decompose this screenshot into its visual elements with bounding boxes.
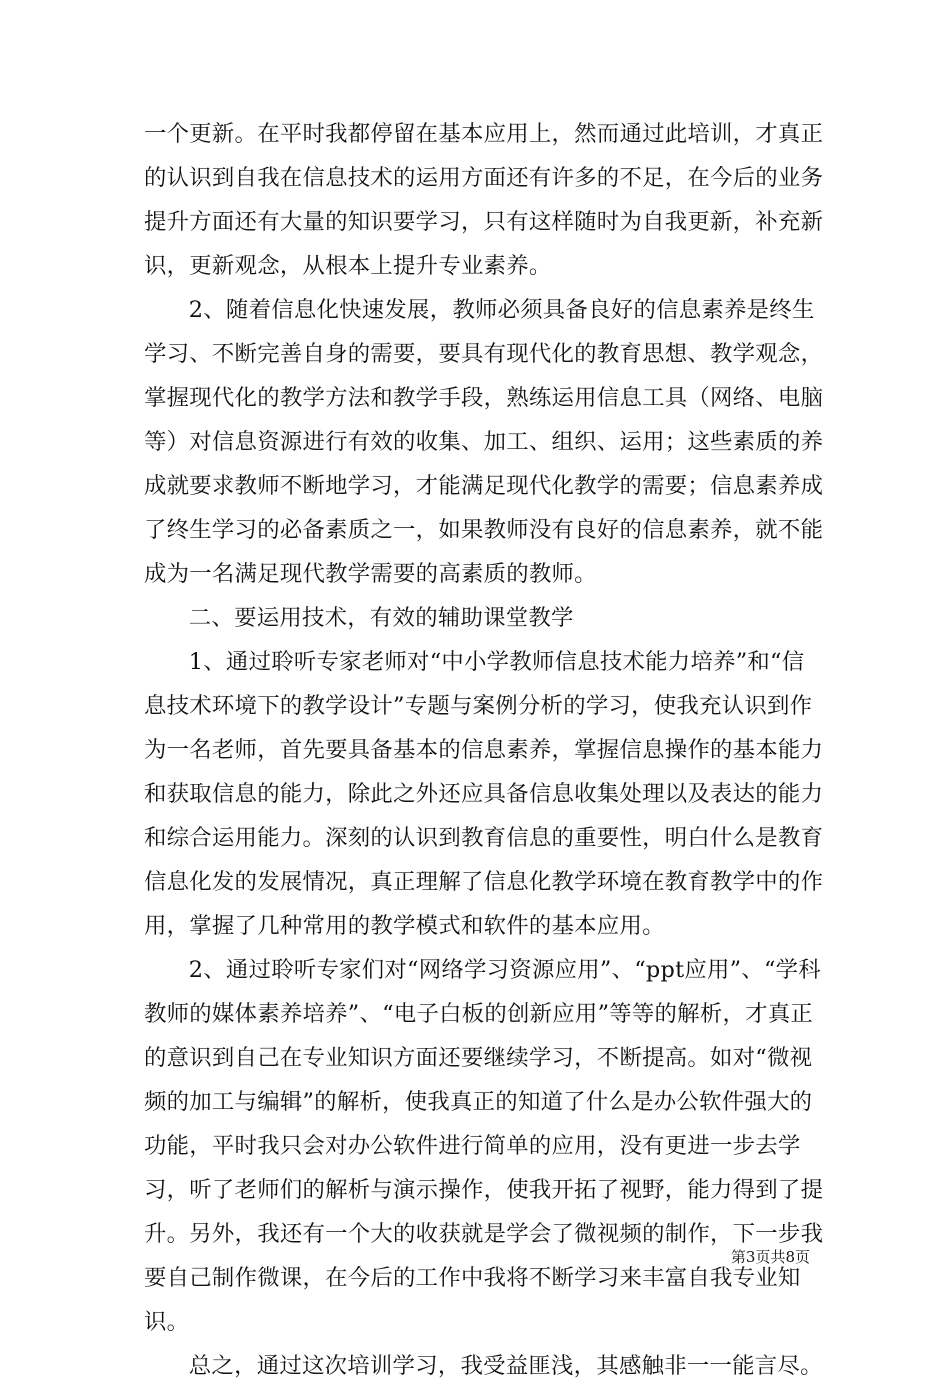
paragraph-continuation: 一个更新。在平时我都停留在基本应用上，然而通过此培训，才真正的认识到自我在信息技术的运用方面还有许多的不足，在今后的业务提升方面还有大量的知识要学习，只有这样随时为自我更新，补充新识，更新观念，从根本上提升专业素养。 — [144, 121, 824, 279]
paragraph-resource-applications: 2、通过聆听专家们对“网络学习资源应用”、“ppt应用”、“学科教师的媒体素养培养”、“电子白板的创新应用”等等的解析，才真正的意识到自己在专业知识方面还要继续学习，不断提高。如对“微视频的加工与编辑”的解析，使我真正的知道了什么是办公软件强大的功能，平时我只会对办公软件进行简单的应用，没有更进一步去学习，听了老师们的解析与演示操作，使我开拓了视野，能力得到了提升。另外，我还有一个大的收获就是学会了微视频的制作，下一步我要自己制作微课，在今后的工作中我将不断学习来丰富自我专业知识。 — [144, 957, 824, 1335]
paragraph-expert-training: 1、通过聆听专家老师对“中小学教师信息技术能力培养”和“信息技术环境下的教学设计”专题与案例分析的学习，使我充认识到作为一名老师，首先要具备基本的信息素养，掌握信息操作的基本能力和获取信息的能力，除此之外还应具备信息收集处理以及表达的能力和综合运用能力。深刻的认识到教育信息的重要性，明白什么是教育信息化发的发展情况，真正理解了信息化教学环境在教育教学中的作用，掌握了几种常用的教学模式和软件的基本应用。 — [144, 649, 824, 939]
paragraph-information-literacy: 2、随着信息化快速发展，教师必须具备良好的信息素养是终生学习、不断完善自身的需要，要具有现代化的教育思想、教学观念，掌握现代化的教学方法和教学手段，熟练运用信息工具（网络、电脑等）对信息资源进行有效的收集、加工、组织、运用；这些素质的养成就要求教师不断地学习，才能满足现代化教学的需要；信息素养成了终生学习的必备素质之一，如果教师没有良好的信息素养，就不能成为一名满足现代教学需要的高素质的教师。 — [144, 297, 824, 587]
page-number: 第3页共8页 — [730, 1248, 810, 1266]
section-heading-technology: 二、要运用技术，有效的辅助课堂教学 — [188, 605, 574, 631]
paragraph-conclusion: 总之，通过这次培训学习，我受益匪浅，其感触非一一能言尽。 — [188, 1353, 823, 1379]
document-body — [144, 112, 824, 1388]
